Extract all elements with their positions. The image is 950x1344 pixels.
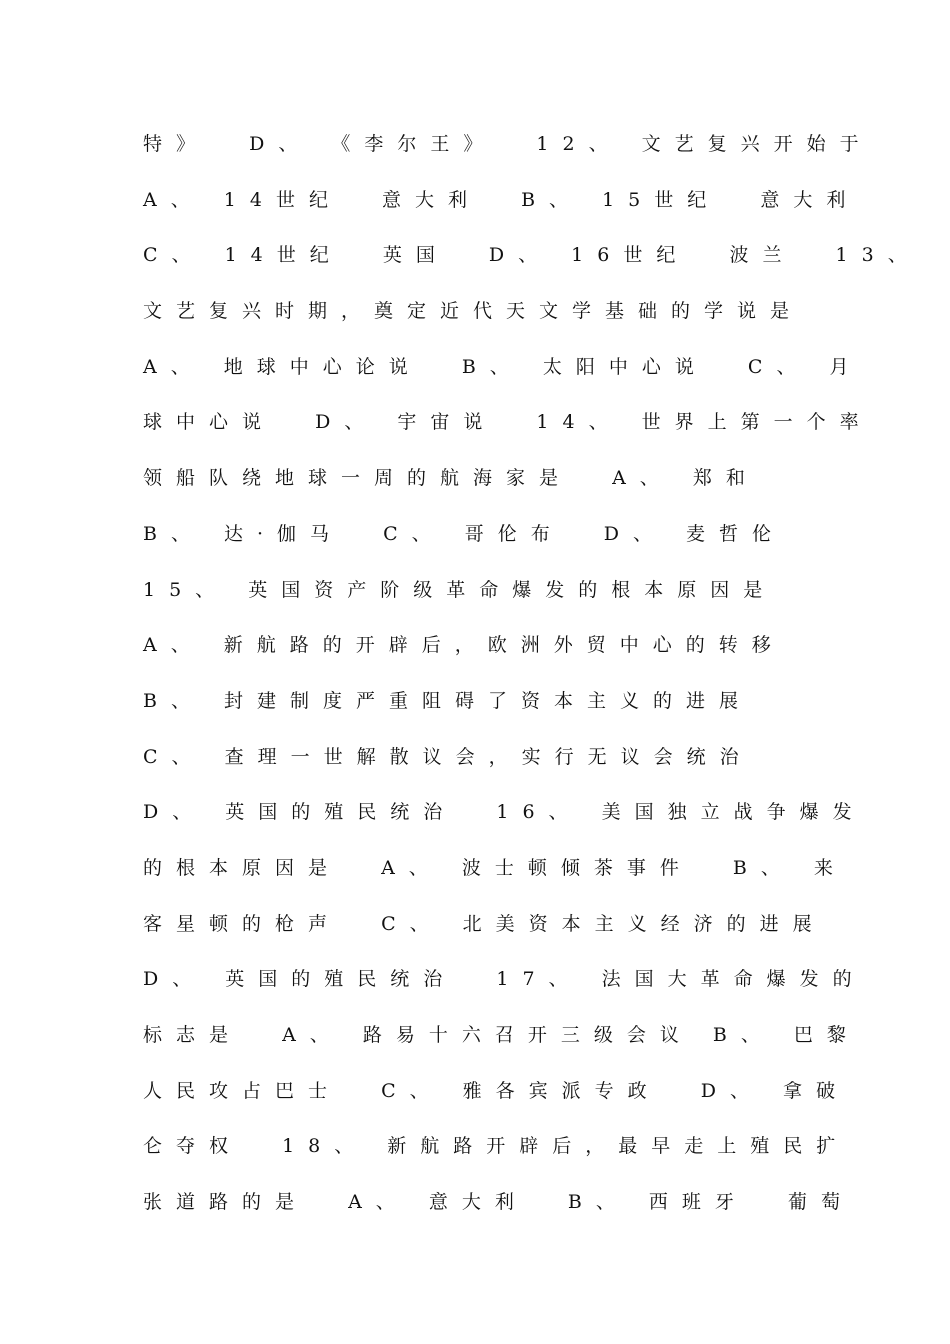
- text-line: 特》 D、 《李尔王》 12、 文艺复兴开始于: [143, 133, 873, 155]
- text-line: D、 英国的殖民统治 17、 法国大革命爆发的: [143, 968, 866, 991]
- text-line: 客星顿的枪声 C、 北美资本主义经济的进展: [143, 912, 826, 935]
- text-line: C、 14世纪 英国 D、 16世纪 波兰 13、: [143, 244, 921, 267]
- text-line: B、 达·伽马 C、 哥伦布 D、 麦哲伦: [143, 522, 786, 545]
- text-line: 文艺复兴时期，奠定近代天文学基础的学说是: [143, 300, 804, 323]
- text-line: 仑夺权 18、 新航路开辟后，最早走上殖民扩: [143, 1135, 850, 1158]
- text-line: 人民攻占巴士 C、 雅各宾派专政 D、 拿破: [143, 1079, 850, 1102]
- text-line: 领船队绕地球一周的航海家是 A、 郑和: [143, 467, 759, 490]
- text-line: 标志是 A、 路易十六召开三级会议 B、 巴黎: [143, 1024, 860, 1046]
- text-line: D、 英国的殖民统治 16、 美国独立战争爆发: [143, 801, 866, 824]
- text-line: 的根本原因是 A、 波士顿倾茶事件 B、 来: [143, 856, 847, 879]
- document-body: [143, 128, 921, 1242]
- text-line: 张道路的是 A、 意大利 B、 西班牙 葡萄: [143, 1191, 855, 1214]
- text-line: C、 查理一世解散议会，实行无议会统治: [143, 745, 753, 768]
- text-line: 15、 英国资产阶级革命爆发的根本原因是: [143, 578, 777, 601]
- text-line: A、 新航路的开辟后，欧洲外贸中心的转移: [143, 634, 785, 657]
- text-line: A、 地球中心论说 B、 太阳中心说 C、 月: [143, 355, 863, 378]
- text-line: A、 14世纪 意大利 B、 15世纪 意大利: [143, 188, 860, 211]
- text-line: 球中心说 D、 宇宙说 14、 世界上第一个率: [143, 411, 873, 434]
- text-line: B、 封建制度严重阻碍了资本主义的进展: [143, 689, 753, 712]
